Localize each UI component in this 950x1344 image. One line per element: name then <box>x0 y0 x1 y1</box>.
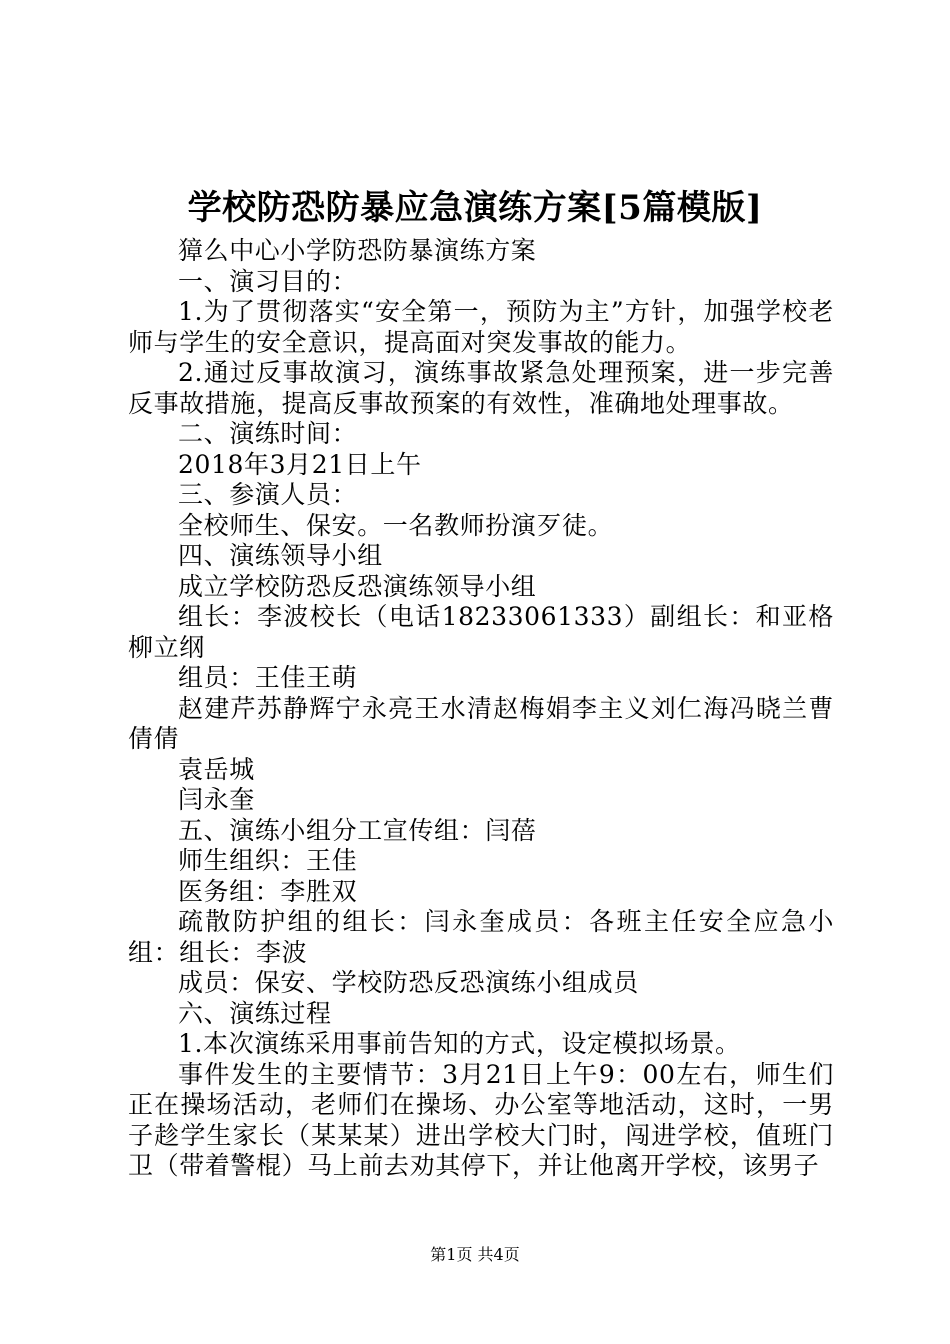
paragraph: 全校师生、保安。一名教师扮演歹徒。 <box>178 510 614 540</box>
paragraph: 组长：李波校长（电话18233061333）副组长：和亚格柳立纲 <box>128 602 834 662</box>
paragraph: 獐么中心小学防恐防暴演练方案 <box>178 236 537 265</box>
document-title: 学校防恐防暴应急演练方案[5篇模版] <box>187 188 763 228</box>
paragraph: 疏散防护组的组长：闫永奎成员：各班主任安全应急小组：组长：李波 <box>128 907 834 967</box>
section-heading: 五、演练小组分工宣传组：闫蓓 <box>178 815 537 845</box>
paragraph: 成立学校防恐反恐演练领导小组 <box>178 571 537 601</box>
section-heading: 一、演习目的： <box>178 266 358 296</box>
paragraph: 成员：保安、学校防恐反恐演练小组成员 <box>178 968 639 997</box>
page-number-footer: 第1页 共4页 <box>430 1245 520 1264</box>
section-heading: 四、演练领导小组 <box>178 541 383 570</box>
paragraph: 1.为了贯彻落实“安全第一，预防为主”方针，加强学校老师与学生的安全意识，提高面对突发事故的能力。 <box>128 297 834 357</box>
document-body <box>128 236 834 1182</box>
paragraph: 赵建芹苏静辉宁永亮王水清赵梅娟李主义刘仁海冯晓兰曹倩倩 <box>128 693 834 753</box>
paragraph: 1.本次演练采用事前告知的方式，设定模拟场景。 <box>178 1029 741 1058</box>
paragraph: 师生组织：王佳 <box>178 846 358 875</box>
paragraph: 2.通过反事故演习，演练事故紧急处理预案，进一步完善反事故措施，提高反事故预案的有效性，准确地处理事故。 <box>128 358 834 418</box>
paragraph: 事件发生的主要情节：3月21日上午9：00左右，师生们正在操场活动，老师们在操场、办公室等地活动，这时，一男子趁学生家长（某某某）进出学校大门时，闯进学校，值班门卫（带着警棍）马上前去劝其停下，并让他离开学校，该男子 <box>128 1059 834 1180</box>
paragraph: 袁岳城 <box>178 754 255 784</box>
paragraph: 闫永奎 <box>178 785 255 814</box>
paragraph: 组员：王佳王萌 <box>178 663 358 692</box>
section-heading: 六、演练过程 <box>178 998 332 1028</box>
section-heading: 二、演练时间： <box>178 419 358 448</box>
section-heading: 三、参演人员： <box>178 480 358 509</box>
paragraph: 医务组：李胜双 <box>178 876 358 906</box>
paragraph: 2018年3月21日上午 <box>178 449 422 479</box>
